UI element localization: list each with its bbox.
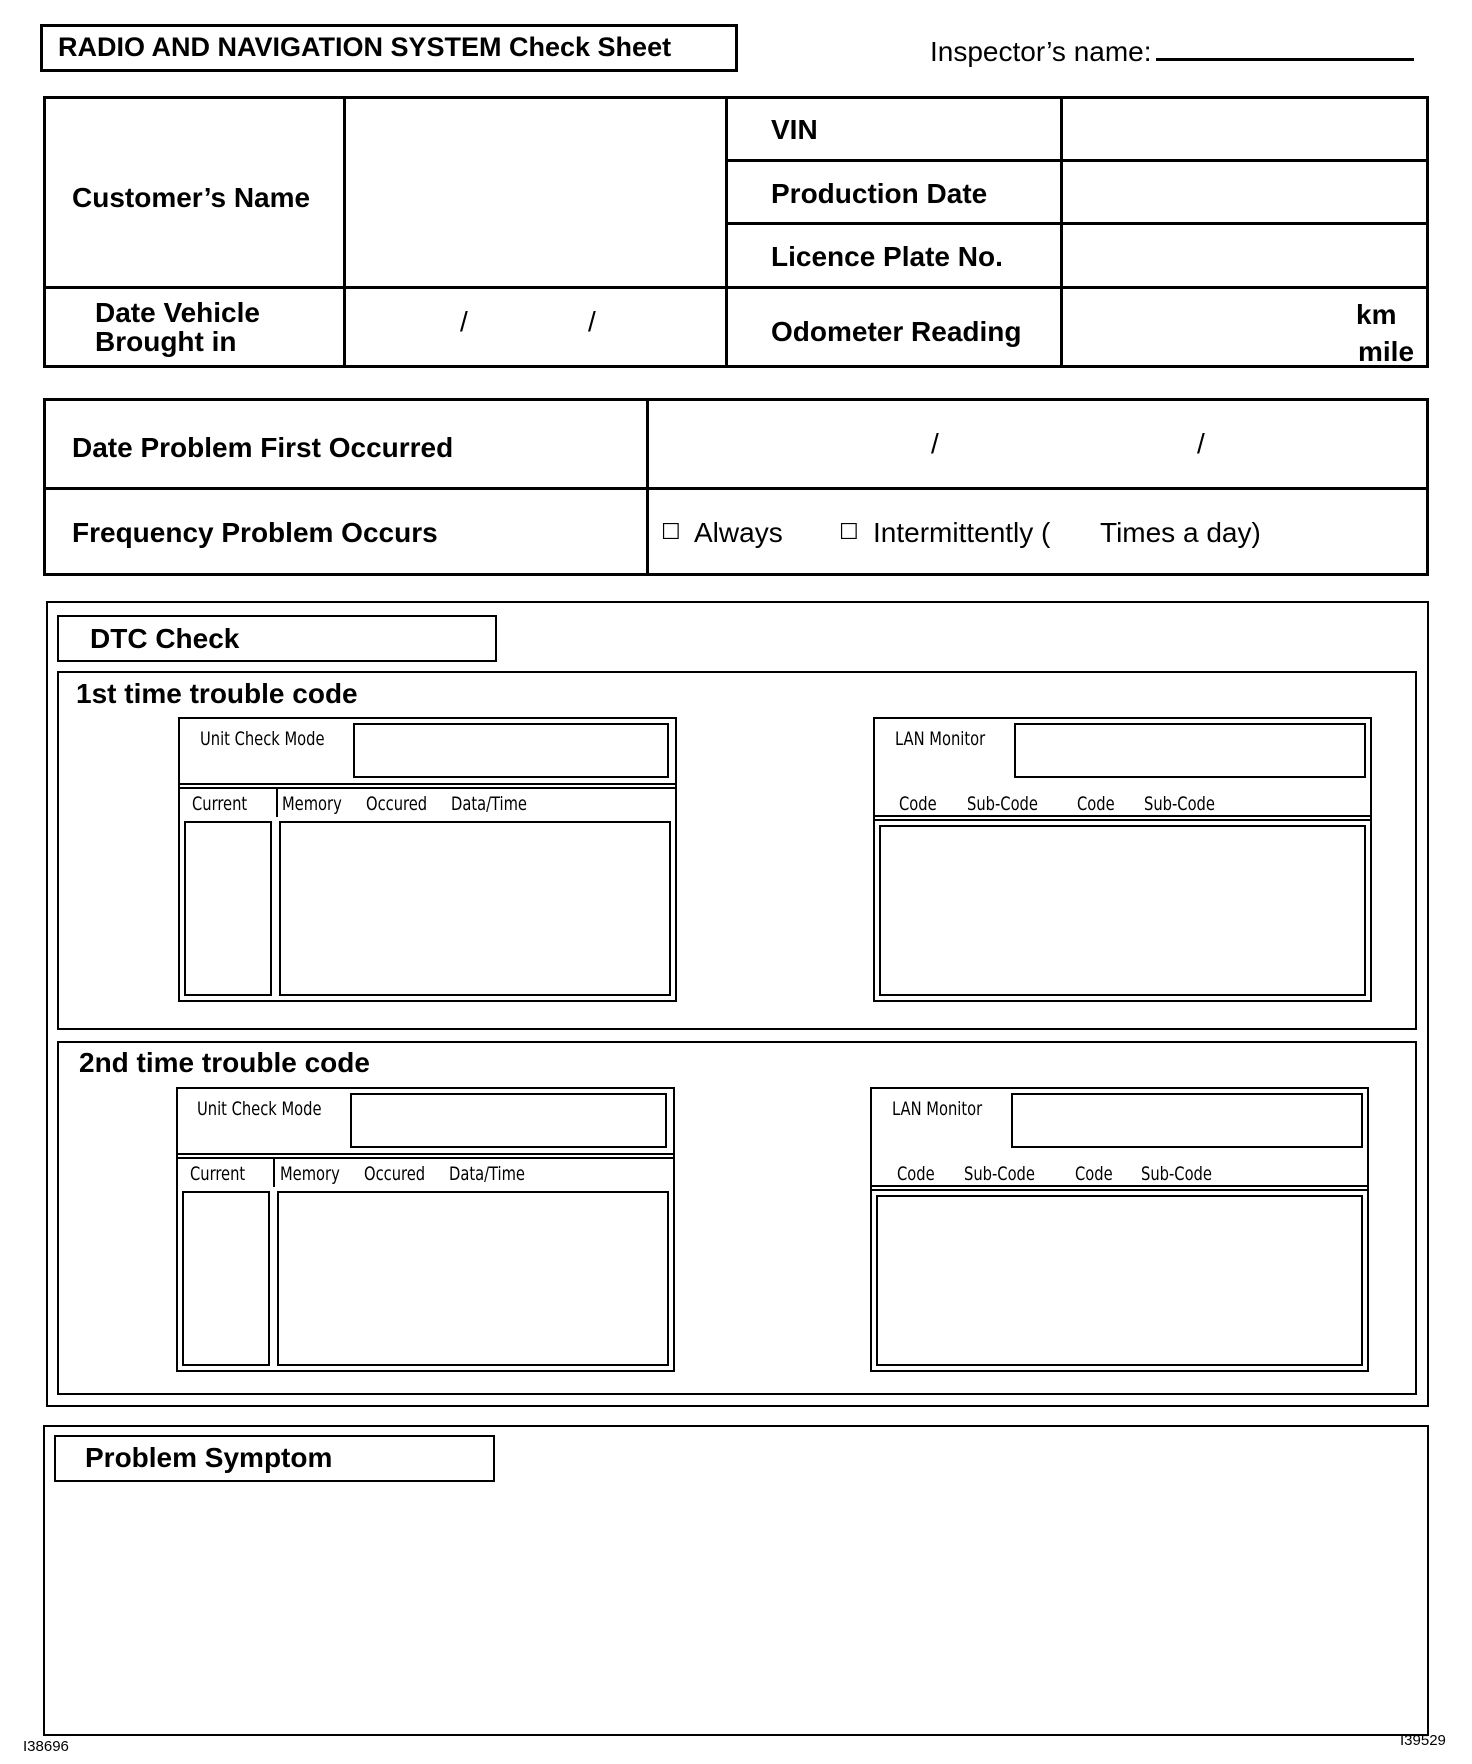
first-occurred-label: Date Problem First Occurred [72, 432, 454, 463]
memory-field[interactable] [279, 821, 671, 996]
memory-label: Memory [282, 793, 342, 815]
first-trouble-code-title: 1st time trouble code [76, 678, 358, 709]
sub-code-label: Sub-Code [964, 1163, 1035, 1185]
footer-id-right: I39529 [1400, 1732, 1446, 1749]
sub-code-label: Sub-Code [967, 793, 1038, 815]
problem-symptom-title: Problem Symptom [85, 1442, 333, 1473]
sub-code-label: Sub-Code [1144, 793, 1215, 815]
mile-unit: mile [1358, 336, 1415, 367]
lan-monitor-field[interactable] [1011, 1093, 1363, 1148]
always-label: Always [694, 517, 783, 548]
memory-field[interactable] [277, 1191, 669, 1366]
unit-check-mode-label: Unit Check Mode [200, 728, 325, 750]
unit-check-mode-field[interactable] [350, 1093, 667, 1148]
dtc-check-title: DTC Check [90, 623, 240, 654]
date-separator: / [931, 428, 939, 459]
current-field[interactable] [184, 821, 272, 996]
production-date-label: Production Date [771, 178, 988, 209]
current-field[interactable] [182, 1191, 270, 1366]
licence-plate-field[interactable] [1063, 225, 1426, 286]
date-separator: / [460, 306, 468, 337]
customer-name-label: Customer’s Name [72, 182, 311, 213]
data-time-label: Data/Time [451, 793, 527, 815]
footer-id-left: I38696 [23, 1738, 69, 1755]
date-brought-label-2: Brought in [95, 326, 237, 357]
intermittently-checkbox[interactable]: ☐ [839, 520, 859, 545]
lan-codes-field[interactable] [876, 1195, 1363, 1366]
sub-code-label: Sub-Code [1141, 1163, 1212, 1185]
code-label: Code [897, 1163, 935, 1185]
frequency-label: Frequency Problem Occurs [72, 517, 438, 548]
sheet-title: RADIO AND NAVIGATION SYSTEM Check Sheet [58, 32, 672, 62]
unit-check-mode-field[interactable] [353, 723, 669, 778]
always-checkbox[interactable]: ☐ [661, 520, 681, 545]
inspector-label: Inspector’s name: [930, 36, 1152, 67]
code-label: Code [899, 793, 937, 815]
vin-field[interactable] [1063, 99, 1426, 159]
date-separator: / [1197, 428, 1205, 459]
times-a-day-label: Times a day) [1100, 517, 1261, 548]
production-date-field[interactable] [1063, 162, 1426, 222]
current-label: Current [192, 793, 248, 815]
code-label: Code [1075, 1163, 1113, 1185]
occured-label: Occured [364, 1163, 426, 1185]
licence-plate-label: Licence Plate No. [771, 241, 1003, 272]
km-unit: km [1356, 299, 1397, 330]
inspector-name-line[interactable] [1156, 58, 1414, 61]
vin-label: VIN [771, 114, 818, 145]
date-separator: / [588, 306, 596, 337]
odometer-label: Odometer Reading [771, 316, 1022, 347]
memory-label: Memory [280, 1163, 340, 1185]
current-label: Current [190, 1163, 246, 1185]
lan-monitor-label: LAN Monitor [892, 1098, 983, 1120]
code-label: Code [1077, 793, 1115, 815]
intermittently-label: Intermittently ( [873, 517, 1051, 548]
customer-name-field[interactable] [346, 99, 725, 286]
lan-monitor-field[interactable] [1014, 723, 1366, 778]
data-time-label: Data/Time [449, 1163, 525, 1185]
lan-codes-field[interactable] [879, 825, 1366, 996]
unit-check-mode-label: Unit Check Mode [197, 1098, 322, 1120]
occured-label: Occured [366, 793, 428, 815]
lan-monitor-label: LAN Monitor [895, 728, 986, 750]
second-trouble-code-title: 2nd time trouble code [79, 1047, 370, 1078]
date-brought-label-1: Date Vehicle [95, 297, 260, 328]
